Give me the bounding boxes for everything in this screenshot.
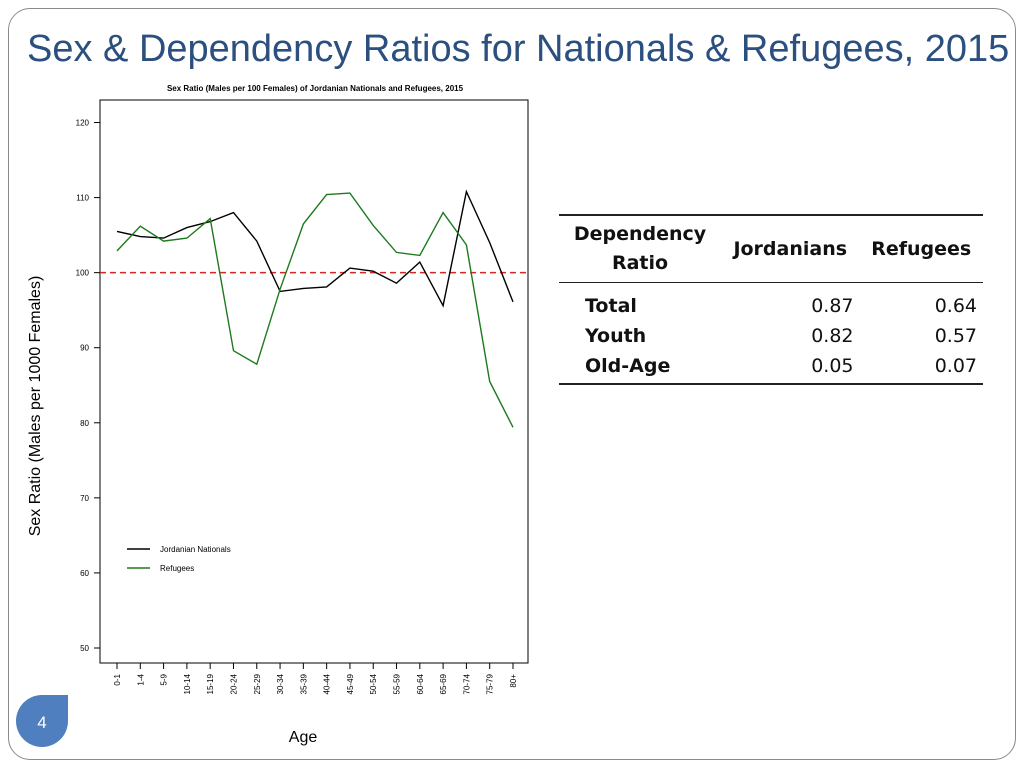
row-label-total: Total: [585, 295, 637, 317]
table-row: [559, 351, 983, 384]
y-tick-label: 110: [76, 193, 89, 203]
row-label-old-age: Old-Age: [585, 355, 671, 377]
cell-jordanians-youth: 0.82: [811, 325, 854, 347]
cell-refugees-youth: 0.57: [934, 325, 977, 347]
x-tick-label: 35-39: [299, 674, 309, 695]
cell-refugees-old-age: 0.07: [934, 355, 977, 377]
x-tick-label: 5-9: [159, 674, 169, 686]
x-axis: [113, 663, 518, 694]
table-row: [559, 321, 983, 351]
cell-refugees-total: 0.64: [934, 295, 977, 317]
y-tick-label: 70: [80, 493, 89, 503]
dependency-ratio-table: [559, 214, 983, 385]
header-jordanians: Jordanians: [733, 237, 848, 260]
x-tick-label: 1-4: [136, 674, 146, 686]
x-axis-label: Age: [288, 729, 318, 746]
x-tick-label: 55-59: [392, 674, 402, 695]
y-tick-label: 80: [80, 418, 89, 428]
page-number: 4: [37, 713, 47, 732]
chart-title: Sex Ratio (Males per 100 Females) of Jordanian Nationals and Refugees, 2015: [166, 84, 464, 93]
cell-jordanians-total: 0.87: [811, 295, 854, 317]
series-line-refugees: [117, 193, 513, 427]
table-header-row: [559, 215, 983, 283]
x-tick-label: 10-14: [182, 674, 192, 695]
x-tick-label: 20-24: [229, 674, 239, 695]
y-tick-label: 100: [75, 268, 89, 278]
plot-frame: [100, 100, 528, 663]
header-dependency-ratio: Dependency Ratio: [573, 223, 707, 274]
y-tick-label: 120: [75, 118, 89, 128]
table-row: [559, 283, 983, 322]
x-tick-label: 30-34: [276, 674, 286, 695]
x-tick-label: 65-69: [439, 674, 449, 695]
cell-jordanians-old-age: 0.05: [811, 355, 854, 377]
y-tick-label: 50: [80, 643, 89, 653]
page-number-badge: [16, 695, 68, 747]
x-tick-label: 45-49: [345, 674, 355, 695]
x-tick-label: 75-79: [485, 674, 495, 695]
x-tick-label: 25-29: [252, 674, 262, 695]
y-tick-label: 60: [80, 568, 89, 578]
y-tick-label: 90: [80, 343, 89, 353]
slide-title: Sex & Dependency Ratios for Nationals & Refugees, 2015: [27, 28, 1010, 70]
legend: [127, 545, 231, 573]
x-tick-label: 60-64: [415, 674, 425, 695]
x-tick-label: 50-54: [369, 674, 379, 695]
x-tick-label: 70-74: [462, 674, 472, 695]
legend-label-jordanian-nationals: Jordanian Nationals: [160, 545, 231, 554]
header-refugees: Refugees: [871, 237, 972, 260]
series-layer: [117, 192, 513, 428]
legend-label-refugees: Refugees: [160, 564, 195, 573]
x-tick-label: 40-44: [322, 674, 332, 695]
x-tick-label: 80+: [509, 674, 518, 688]
x-tick-label: 0-1: [113, 674, 122, 686]
x-tick-label: 15-19: [206, 674, 216, 695]
y-axis: [76, 119, 100, 653]
y-axis-label: Sex Ratio (Males per 1000 Females): [27, 275, 44, 537]
row-label-youth: Youth: [585, 325, 647, 347]
